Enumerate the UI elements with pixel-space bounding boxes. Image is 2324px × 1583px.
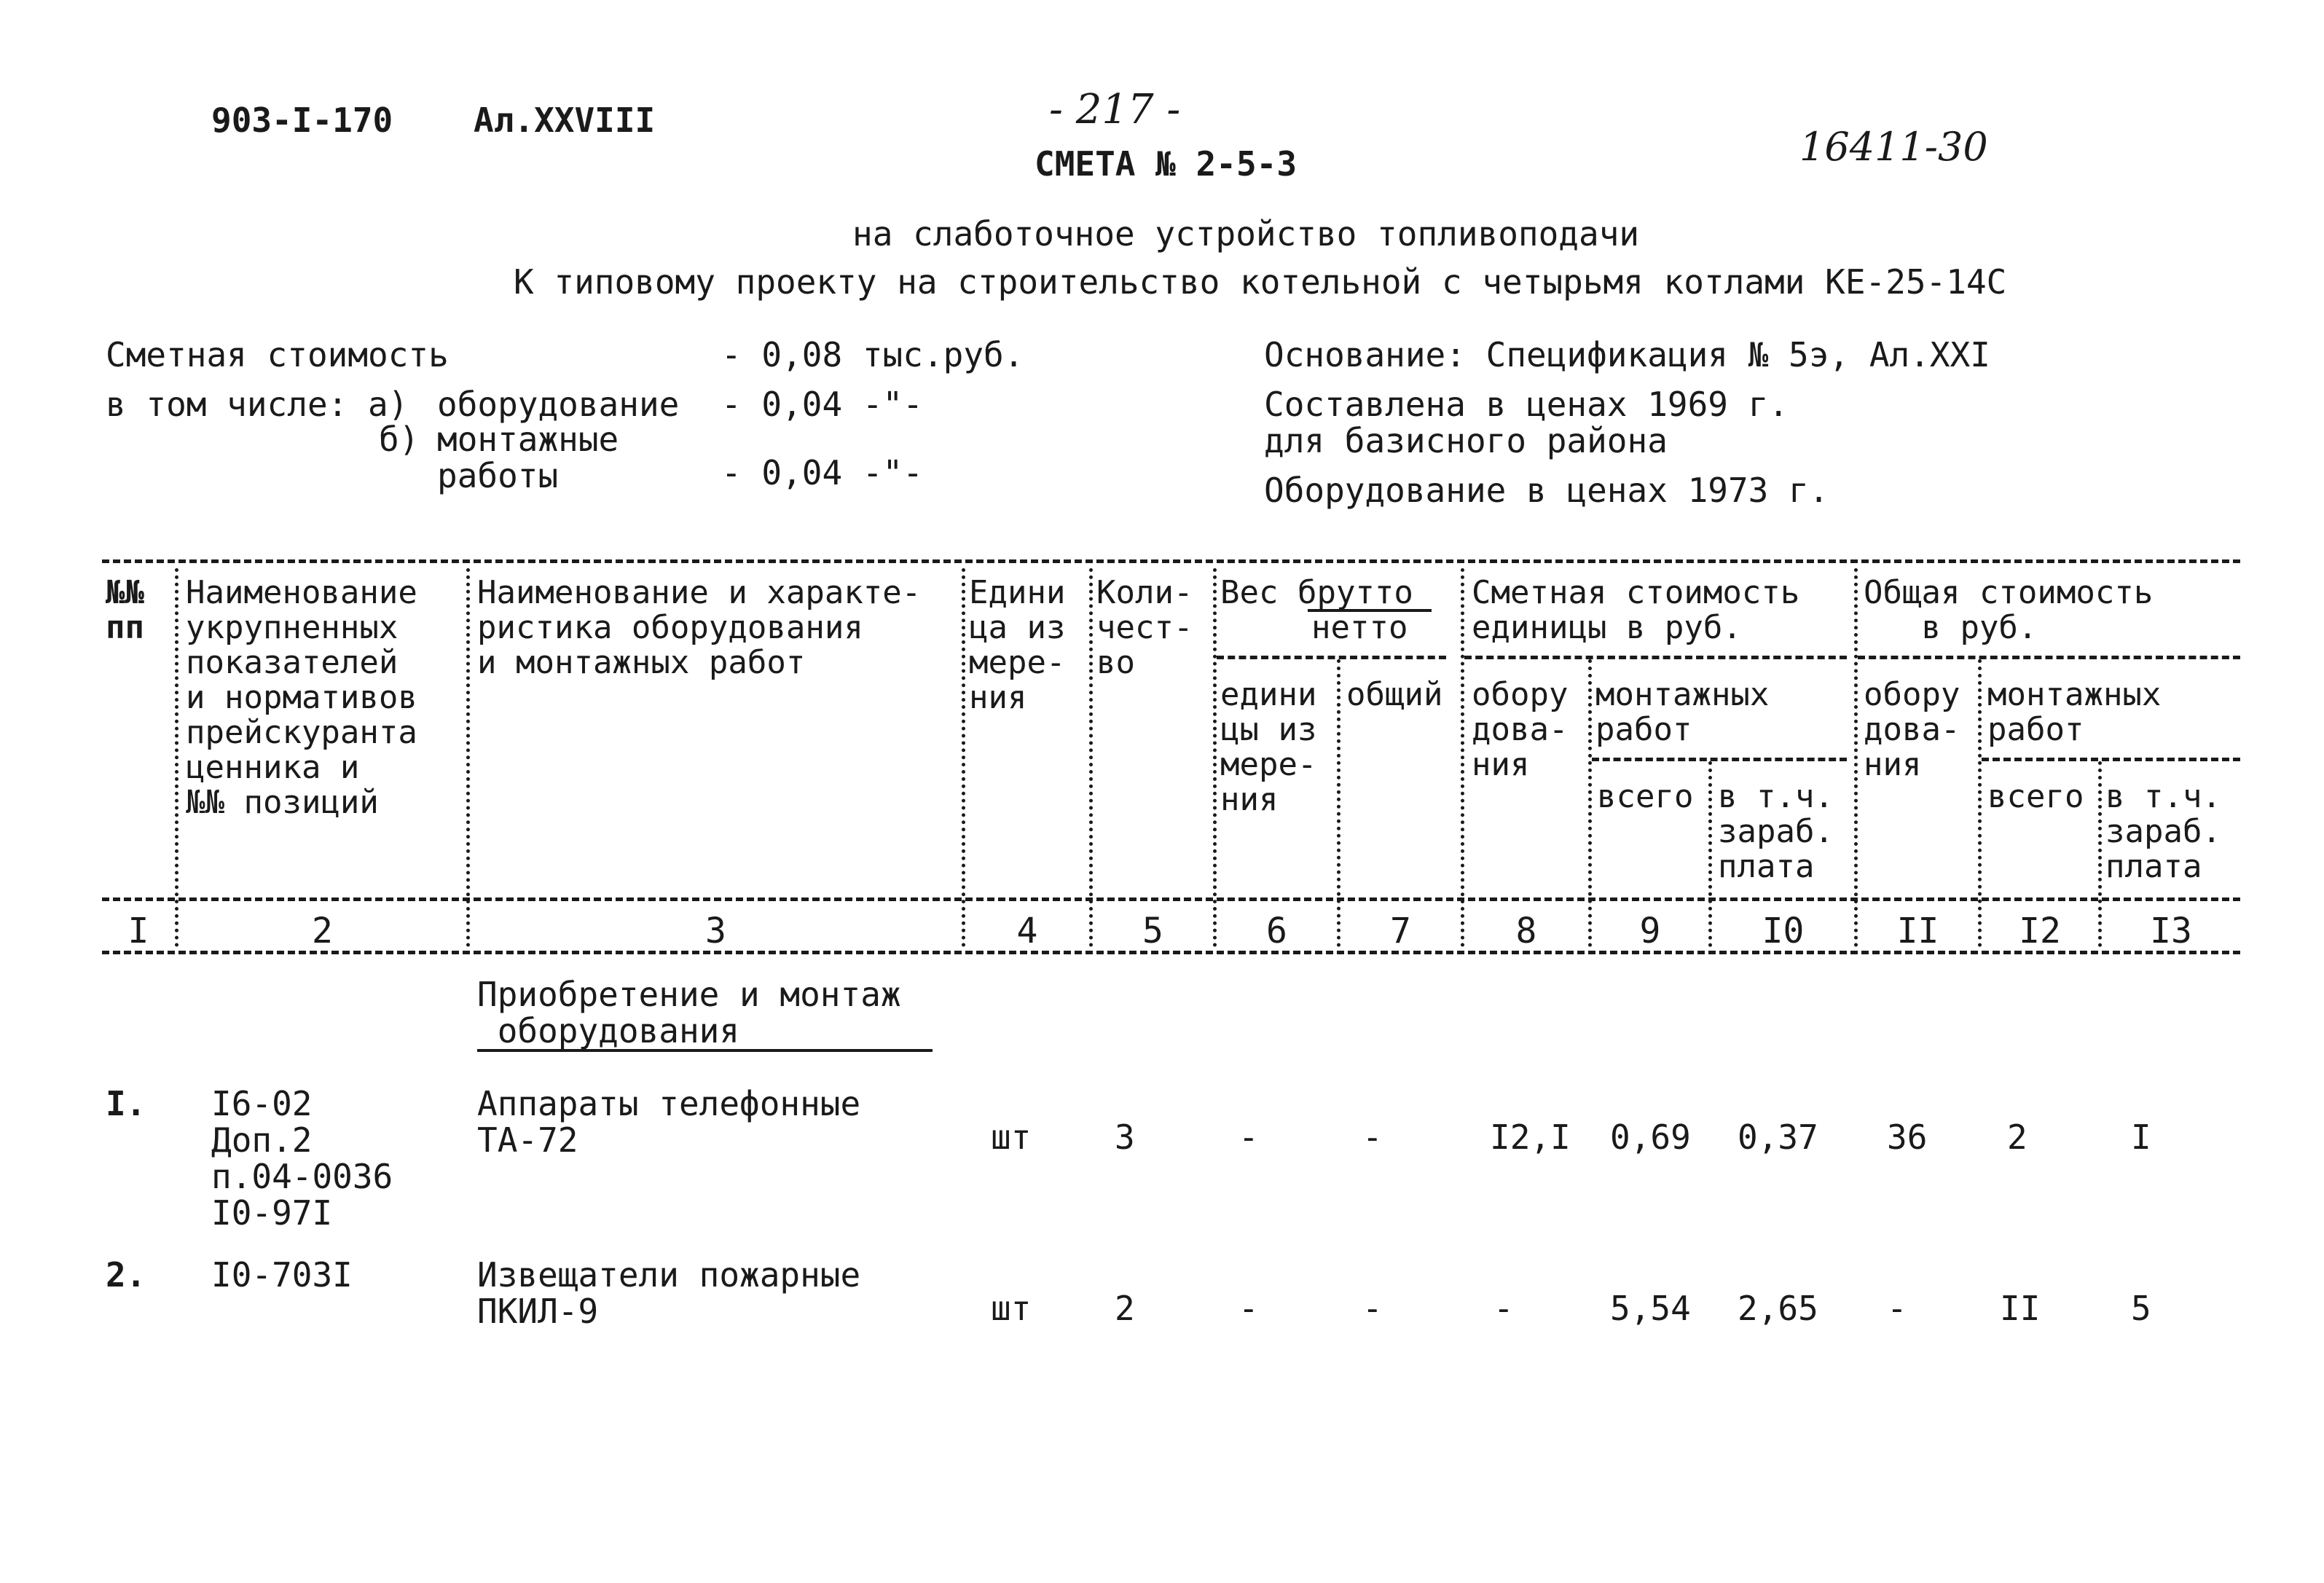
section-title: Приобретение и монтаж оборудования (477, 975, 901, 1050)
column-number: 6 (1266, 911, 1287, 951)
norm-code: I0-703I (211, 1255, 353, 1295)
header-unit-equipment: обору дова- ния (1472, 676, 1569, 783)
total-equipment-cost: - (1887, 1289, 1907, 1328)
subtitle-purpose: на слаботочное устройство топливоподачи (852, 214, 1640, 254)
column-number: I (127, 911, 149, 951)
header-unit-installation: монтажных работ (1595, 676, 1770, 748)
column-divider (1461, 568, 1464, 947)
column-number: 8 (1515, 911, 1537, 951)
column-divider (1588, 659, 1592, 947)
column-number: 3 (705, 911, 726, 951)
row-number: I. (106, 1084, 146, 1123)
equipment-value: - 0,04 -"- (721, 385, 923, 424)
column-number: 2 (312, 911, 333, 951)
basis-text: Основание: Спецификация № 5э, Ал.XXI (1264, 335, 1990, 374)
header-norm-positions: Наименование укрупненных показателей и нормативов прейскуранта ценника и №№ позиций (186, 574, 417, 821)
column-number: II (1896, 911, 1939, 951)
column-divider (1337, 659, 1340, 947)
column-divider (1213, 568, 1217, 947)
column-number: 7 (1390, 911, 1411, 951)
quantity: 2 (1115, 1289, 1135, 1328)
weight-subheader-line (1217, 656, 1446, 659)
header-equipment-name: Наименование и характе- ристика оборудования и монтажных работ (477, 574, 922, 681)
header-weight-net: нетто (1311, 609, 1408, 646)
column-divider (466, 568, 470, 947)
row-number: 2. (106, 1255, 146, 1295)
header-unit-install-wage: в т.ч. зараб. плата (1718, 778, 1834, 885)
column-divider (1978, 659, 1982, 947)
weight-unit: - (1238, 1117, 1259, 1157)
cost-label: Сметная стоимость (106, 335, 449, 374)
unit-installation-subheader-line (1592, 758, 1847, 761)
album-number: Ал.XXVIII (474, 101, 656, 140)
weight-unit: - (1238, 1289, 1259, 1328)
column-divider (962, 568, 965, 947)
unit-equipment-cost: - (1493, 1289, 1514, 1328)
cost-value: - 0,08 тыс.руб. (721, 335, 1024, 374)
column-divider (175, 568, 178, 947)
unit: шт (991, 1289, 1032, 1328)
header-row-number: №№ пп (106, 574, 144, 646)
total-equipment-cost: 36 (1887, 1117, 1928, 1157)
unit-installation-total: 0,69 (1610, 1117, 1691, 1157)
price-basis-text: Составлена в ценах 1969 г. для базисного района (1264, 385, 1789, 460)
header-unit-cost: Сметная стоимость единицы в руб. (1472, 574, 1800, 646)
section-title-underline (477, 1049, 933, 1052)
header-total-installation: монтажных работ (1987, 676, 2162, 748)
header-total-cost: Общая стоимость в руб. (1864, 574, 2154, 646)
unit-cost-subheader-line (1464, 656, 1847, 659)
norm-code: I6-02 Доп.2 п.04-0036 I0-97I (211, 1084, 393, 1233)
header-weight-unit: едини цы из мере- ния (1220, 676, 1317, 818)
column-number: 9 (1639, 911, 1661, 951)
unit-equipment-cost: I2,I (1490, 1117, 1571, 1157)
weight-total: - (1362, 1289, 1383, 1328)
total-cost-subheader-line (1858, 656, 2240, 659)
header-total-equipment: обору дова- ния (1864, 676, 1960, 783)
column-number: 5 (1142, 911, 1163, 951)
column-number: I2 (2019, 911, 2061, 951)
total-installation-subheader-line (1982, 758, 2240, 761)
unit-installation-wage: 0,37 (1738, 1117, 1818, 1157)
installation-value: - 0,04 -"- (721, 453, 923, 492)
header-total-install-wage: в т.ч. зараб. плата (2105, 778, 2221, 885)
header-weight-total: общий (1346, 676, 1443, 713)
header-unit: Едини ца из мере- ния (969, 574, 1066, 716)
equipment-price-text: Оборудование в ценах 1973 г. (1264, 471, 1829, 510)
header-bottom-border (102, 897, 2240, 901)
total-installation-cost: II (2000, 1289, 2041, 1328)
equipment-label: оборудование (437, 385, 680, 424)
column-number: I3 (2150, 911, 2192, 951)
total-installation-cost: 2 (2007, 1117, 2027, 1157)
weight-total: - (1362, 1117, 1383, 1157)
installation-label: монтажные работы (437, 420, 619, 495)
column-divider (1089, 568, 1093, 947)
header-quantity: Коли- чест- во (1096, 574, 1193, 681)
total-installation-wage: 5 (2131, 1289, 2151, 1328)
including-label: в том числе: а) (106, 385, 409, 424)
total-installation-wage: I (2131, 1117, 2151, 1157)
table-top-border (102, 559, 2240, 563)
estimate-title: СМЕТА № 2-5-3 (1035, 144, 1298, 184)
column-number: 4 (1016, 911, 1038, 951)
document-code: 903-I-170 (211, 101, 393, 140)
unit: шт (991, 1117, 1032, 1157)
quantity: 3 (1115, 1117, 1135, 1157)
column-divider (1854, 568, 1858, 947)
equipment-name: Аппараты телефонные ТА-72 (477, 1084, 861, 1160)
header-total-install-total: всего (1987, 778, 2084, 815)
including-b-label: б) (379, 420, 420, 459)
unit-installation-total: 5,54 (1610, 1289, 1691, 1328)
unit-installation-wage: 2,65 (1738, 1289, 1818, 1328)
column-number: I0 (1762, 911, 1805, 951)
header-unit-install-total: всего (1597, 778, 1694, 815)
header-weight-gross: Вес брутто (1220, 574, 1413, 611)
equipment-name: Извещатели пожарные ПКИЛ-9 (477, 1255, 861, 1331)
subtitle-project: К типовому проекту на строительство котельной с четырьмя котлами КЕ-25-14С (514, 262, 2007, 302)
archive-number: 16411-30 (1799, 124, 1988, 170)
page-number: - 217 - (1049, 86, 1181, 133)
